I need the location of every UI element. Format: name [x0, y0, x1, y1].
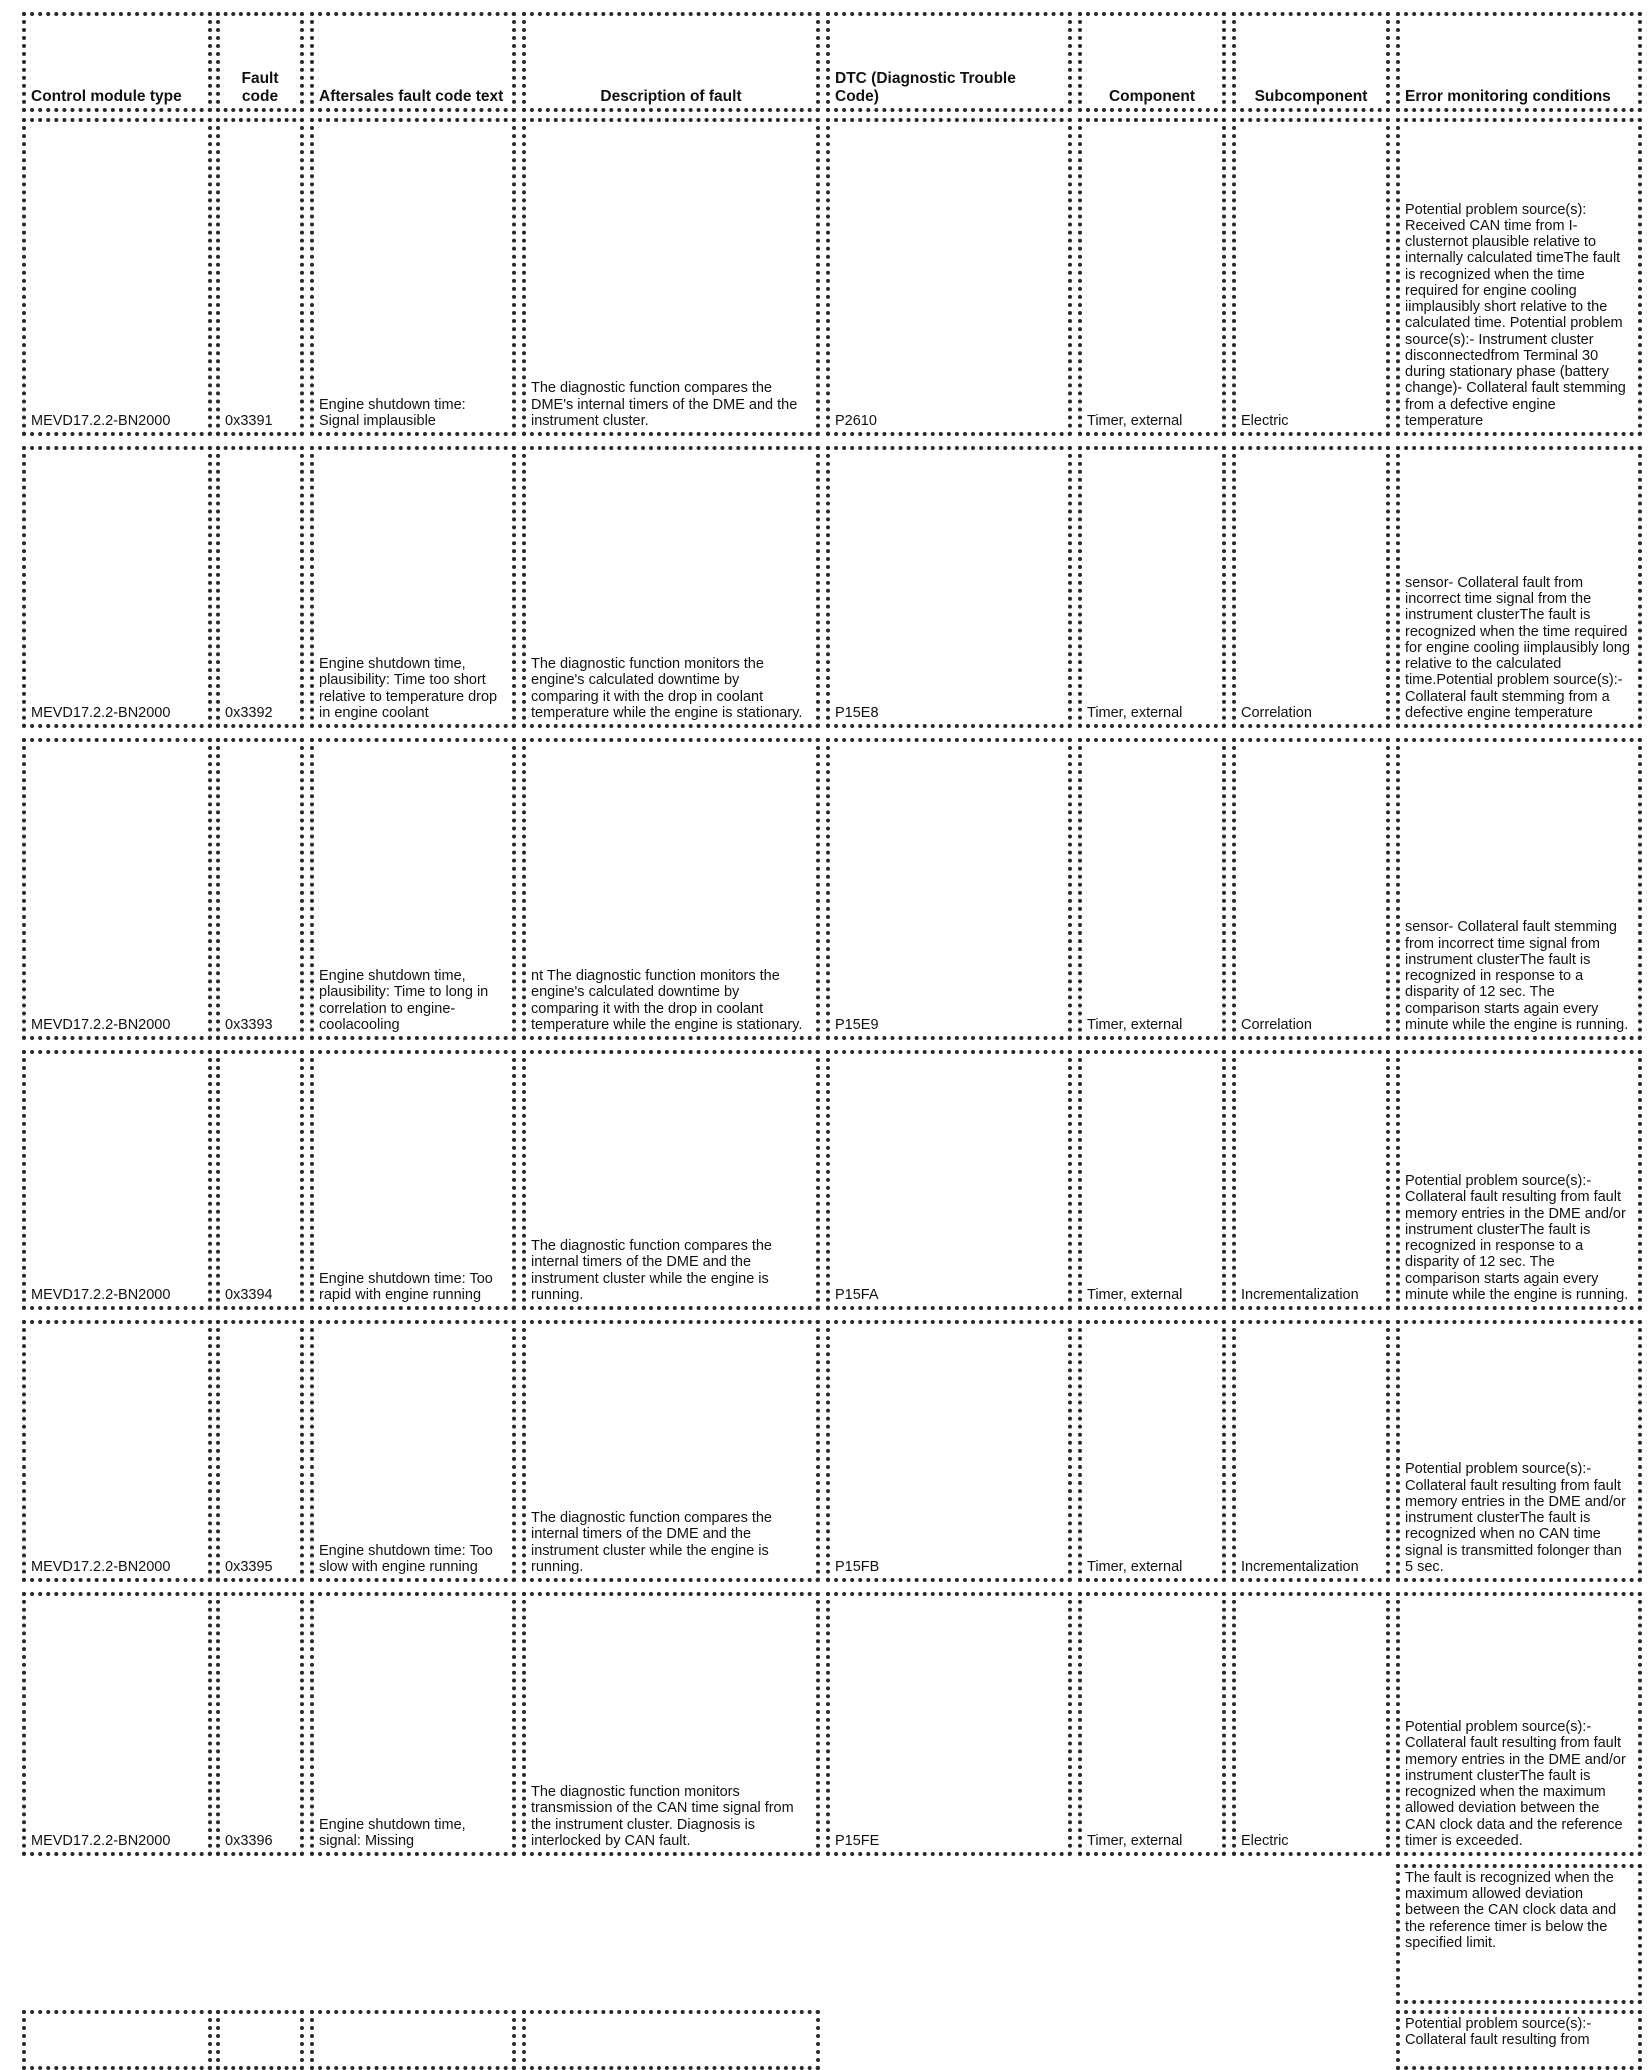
- table-row-5-code: 0x3395: [216, 1320, 304, 1582]
- table-row-5-module: MEVD17.2.2-BN2000: [22, 1320, 212, 1582]
- table-row-5-conditions: Potential problem source(s):- Collateral fault resulting from fault memory entries in the DME and/or instrument clusterThe fault is recognized when no CAN time signal is transmitted folonger than 5 sec.: [1396, 1320, 1642, 1582]
- table-row-4-subcomponent: Incrementalization: [1232, 1050, 1390, 1310]
- table-row-6-conditions: Potential problem source(s):- Collateral fault resulting from fault memory entries in the DME and/or instrument clusterThe fault is recognized when the maximum allowed deviation between the CAN clock data and the reference timer is exceeded.: [1396, 1592, 1642, 1856]
- table-row-6-dtc: P15FE: [826, 1592, 1072, 1856]
- overflow-conditions-cell: The fault is recognized when the maximum allowed deviation between the CAN clock data and the reference timer is below the specified limit.: [1396, 1864, 1642, 2004]
- table-row-4-module: MEVD17.2.2-BN2000: [22, 1050, 212, 1310]
- table-row-1-text: Engine shutdown time: Signal implausible: [310, 118, 516, 436]
- table-row-1-dtc: P2610: [826, 118, 1072, 436]
- header-dtc: DTC (Diagnostic Trouble Code): [826, 12, 1072, 112]
- table-row-3-subcomponent: Correlation: [1232, 738, 1390, 1040]
- header-aftersales-text: Aftersales fault code text: [310, 12, 516, 112]
- table-row-7-module: [22, 2010, 212, 2070]
- table-row-6-code: 0x3396: [216, 1592, 304, 1856]
- table-row-2-module: MEVD17.2.2-BN2000: [22, 446, 212, 728]
- table-row-3-dtc: P15E9: [826, 738, 1072, 1040]
- table-row-2-subcomponent: Correlation: [1232, 446, 1390, 728]
- table-row-2-text: Engine shutdown time, plausibility: Time too short relative to temperature drop in engine coolant: [310, 446, 516, 728]
- table-row-5-subcomponent: Incrementalization: [1232, 1320, 1390, 1582]
- table-row-2-conditions: sensor- Collateral fault from incorrect time signal from the instrument clusterThe fault is recognized when the time required for engine cooling iimplausibly long relative to the calculated time.Potential problem source(s):- Collateral fault stemming from a defective engine temperature: [1396, 446, 1642, 728]
- table-row-2-component: Timer, external: [1078, 446, 1226, 728]
- table-row-4-description: The diagnostic function compares the internal timers of the DME and the instrument cluster while the engine is running.: [522, 1050, 820, 1310]
- table-row-3-description: nt The diagnostic function monitors the engine's calculated downtime by comparing it with the drop in coolant temperature while the engine is stationary.: [522, 738, 820, 1040]
- table-row-5-description: The diagnostic function compares the internal timers of the DME and the instrument cluster while the engine is running.: [522, 1320, 820, 1582]
- table-row-1-description: The diagnostic function compares the DME's internal timers of the DME and the instrument cluster.: [522, 118, 820, 436]
- table-row-5-text: Engine shutdown time: Too slow with engine running: [310, 1320, 516, 1582]
- table-row-5-dtc: P15FB: [826, 1320, 1072, 1582]
- table-row-3-component: Timer, external: [1078, 738, 1226, 1040]
- table-row-3-conditions: sensor- Collateral fault stemming from incorrect time signal from instrument clusterThe fault is recognized in response to a disparity of 12 sec. The comparison starts again every minute while the engine is running.: [1396, 738, 1642, 1040]
- table-row-1-code: 0x3391: [216, 118, 304, 436]
- table-row-1-conditions: Potential problem source(s): Received CAN time from I-clusternot plausible relative to internally calculated timeThe fault is recognized when the time required for engine cooling iimplausibly short relative to the calculated time. Potential problem source(s):- Instrument cluster disconnectedfrom Terminal 30 during stationary phase (battery change)- Collateral fault stemming from a defective engine temperature: [1396, 118, 1642, 436]
- header-component: Component: [1078, 12, 1226, 112]
- table-row-6-component: Timer, external: [1078, 1592, 1226, 1856]
- table-row-7-conditions: Potential problem source(s):- Collateral fault resulting from: [1396, 2010, 1642, 2070]
- table-row-1-component: Timer, external: [1078, 118, 1226, 436]
- header-error-conditions: Error monitoring conditions: [1396, 12, 1642, 112]
- table-row-4-code: 0x3394: [216, 1050, 304, 1310]
- table-row-4-text: Engine shutdown time: Too rapid with engine running: [310, 1050, 516, 1310]
- table-row-2-description: The diagnostic function monitors the engine's calculated downtime by comparing it with the drop in coolant temperature while the engine is stationary.: [522, 446, 820, 728]
- table-row-6-subcomponent: Electric: [1232, 1592, 1390, 1856]
- table-row-2-dtc: P15E8: [826, 446, 1072, 728]
- header-fault-code: Fault code: [216, 12, 304, 112]
- table-row-6-description: The diagnostic function monitors transmission of the CAN time signal from the instrument cluster. Diagnosis is interlocked by CAN fault.: [522, 1592, 820, 1856]
- table-row-1-module: MEVD17.2.2-BN2000: [22, 118, 212, 436]
- table-row-7-text: [310, 2010, 516, 2070]
- table-row-6-module: MEVD17.2.2-BN2000: [22, 1592, 212, 1856]
- header-description: Description of fault: [522, 12, 820, 112]
- table-row-3-text: Engine shutdown time, plausibility: Time to long in correlation to engine-coolacooling: [310, 738, 516, 1040]
- table-row-3-code: 0x3393: [216, 738, 304, 1040]
- table-row-4-dtc: P15FA: [826, 1050, 1072, 1310]
- table-row-4-component: Timer, external: [1078, 1050, 1226, 1310]
- table-row-2-code: 0x3392: [216, 446, 304, 728]
- table-row-4-conditions: Potential problem source(s):- Collateral fault resulting from fault memory entries in the DME and/or instrument clusterThe fault is recognized in response to a disparity of 12 sec. The comparison starts again every minute while the engine is running.: [1396, 1050, 1642, 1310]
- table-row-5-component: Timer, external: [1078, 1320, 1226, 1582]
- table-row-6-text: Engine shutdown time, signal: Missing: [310, 1592, 516, 1856]
- header-subcomponent: Subcomponent: [1232, 12, 1390, 112]
- table-row-3-module: MEVD17.2.2-BN2000: [22, 738, 212, 1040]
- table-row-1-subcomponent: Electric: [1232, 118, 1390, 436]
- table-row-7-code: [216, 2010, 304, 2070]
- header-control-module-type: Control module type: [22, 12, 212, 112]
- table-row-7-description: [522, 2010, 820, 2070]
